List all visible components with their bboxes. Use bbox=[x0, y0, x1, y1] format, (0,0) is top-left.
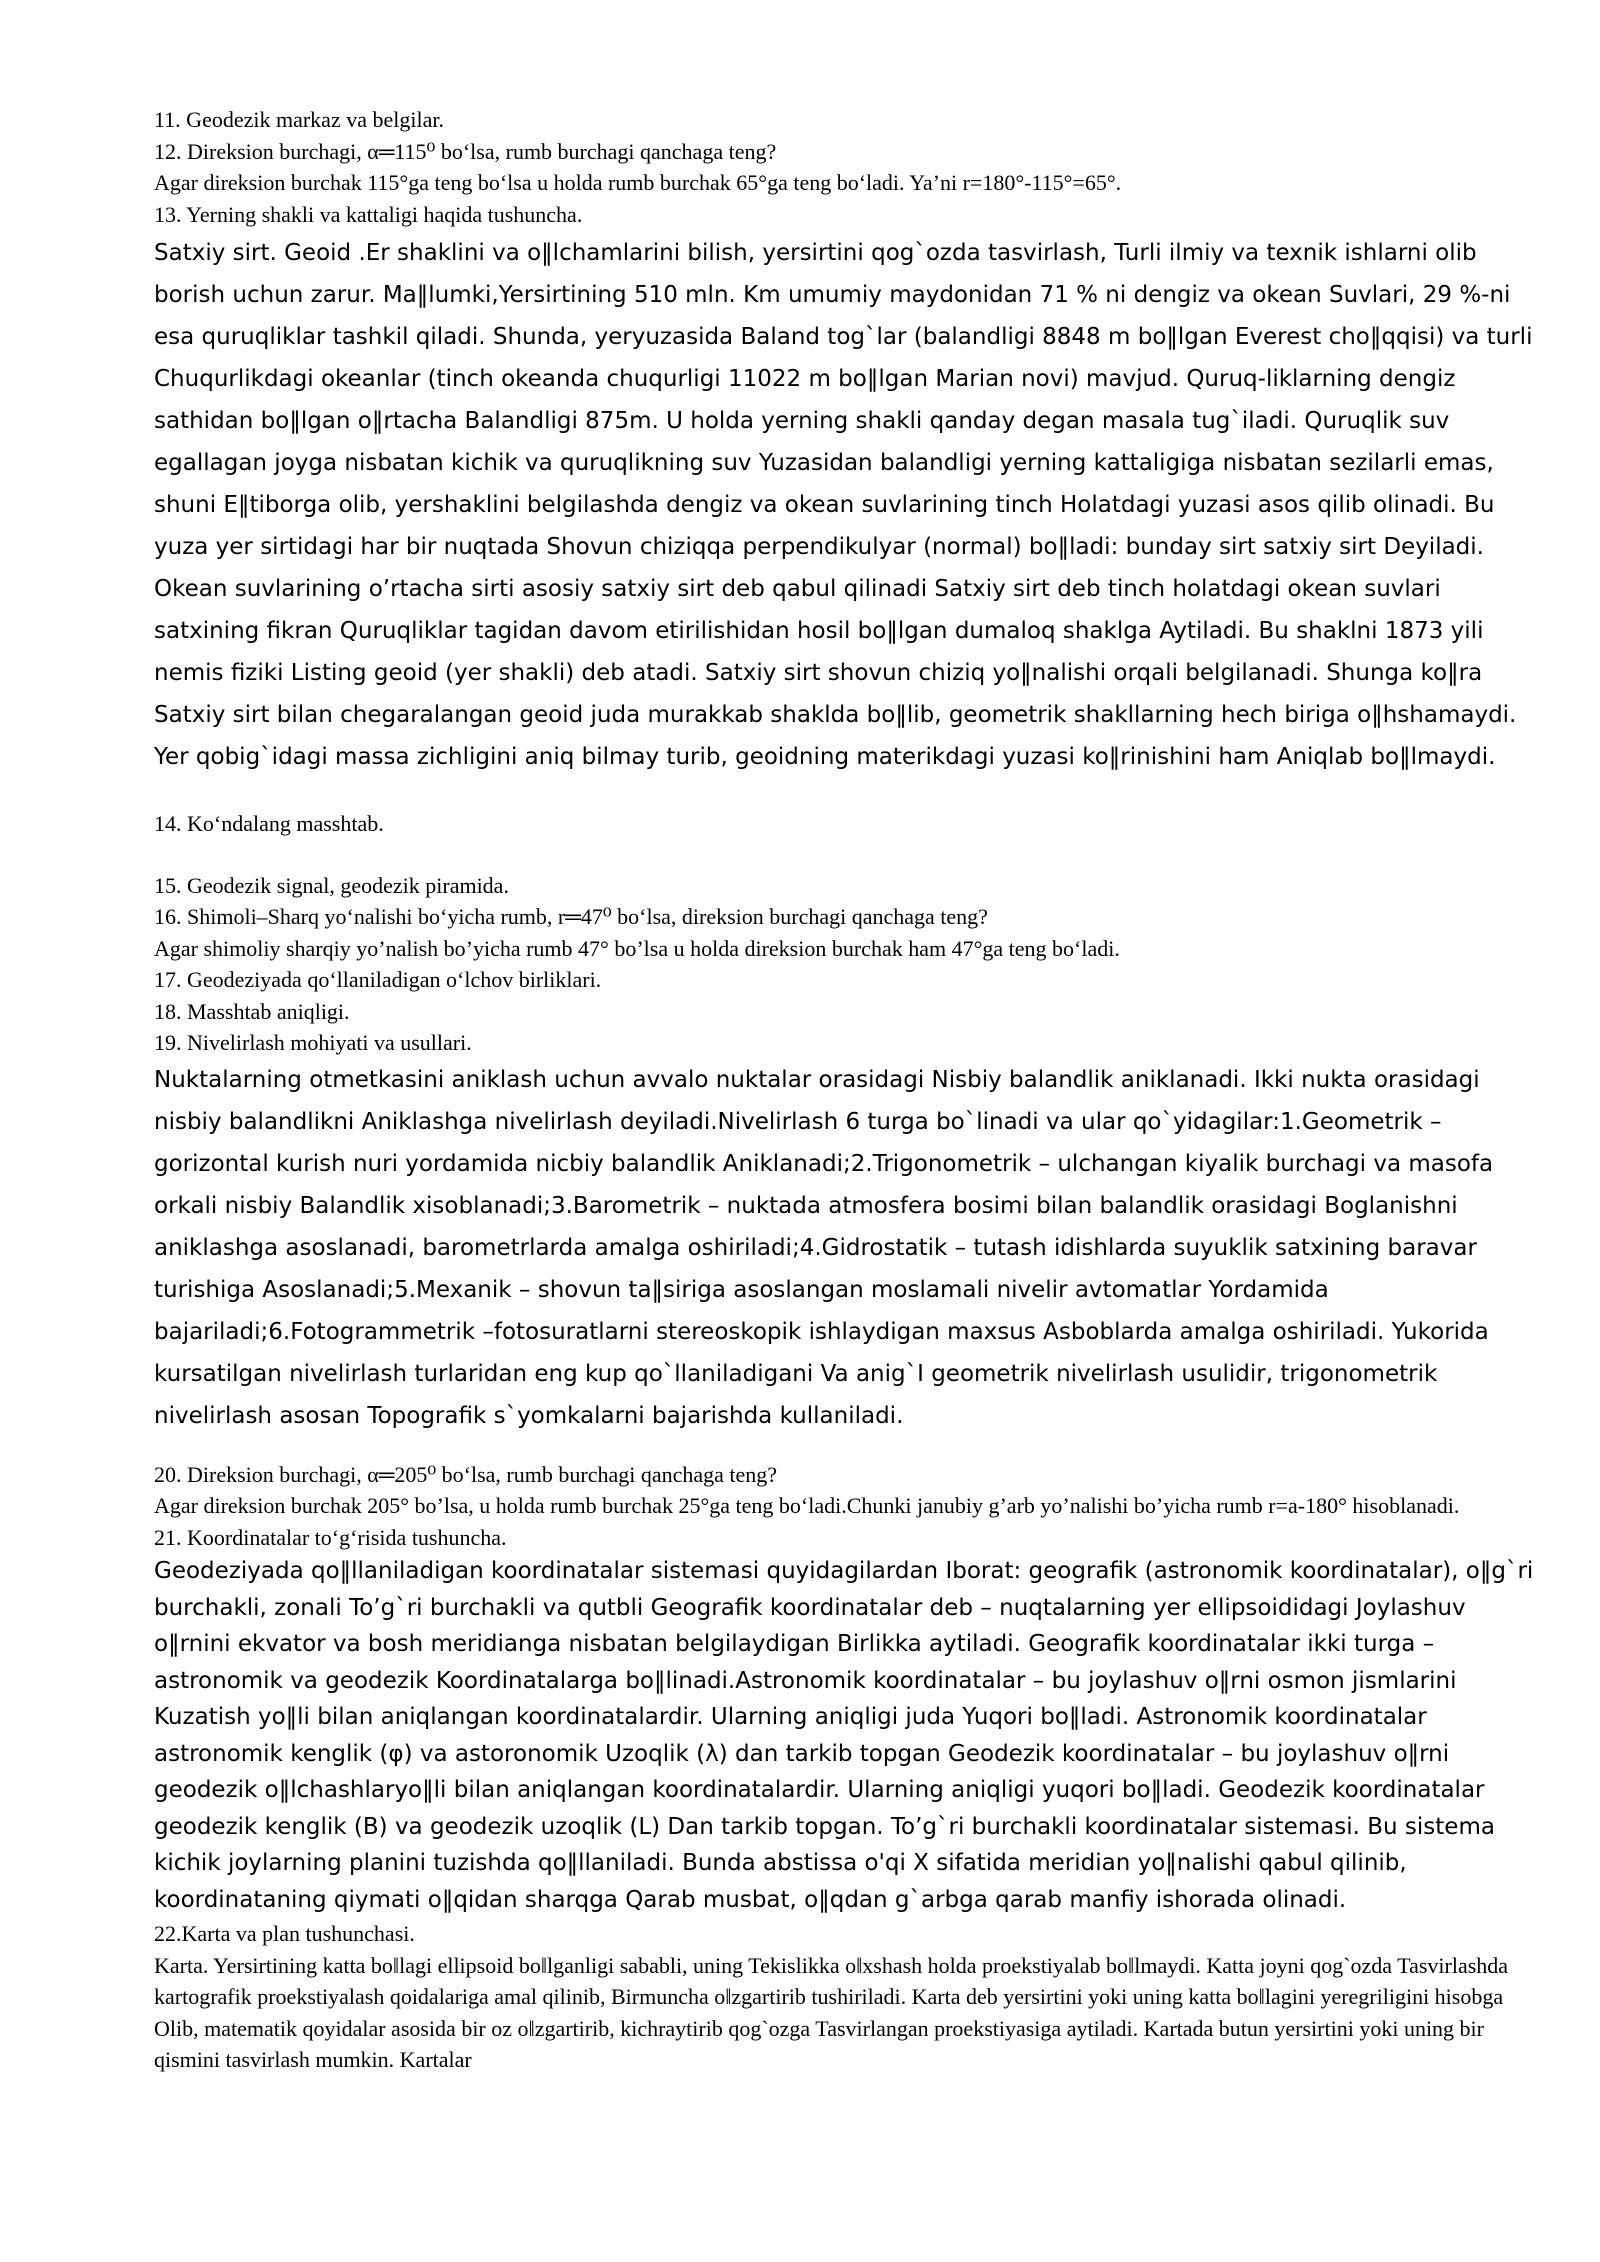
answer-16: Agar shimoliy sharqiy yo’nalish bo’yicha rumb 47° bo’lsa u holda direksion burchak ham 47°ga teng bo‘ladi. bbox=[154, 935, 1120, 961]
question-22: 22.Karta va plan tushunchasi. bbox=[154, 1921, 415, 1946]
answer-13: Satxiy sirt. Geoid .Er shaklini va o‖lchamlarini bilish, yersirtini qog`ozda tasvirlash, Turli ilmiy va texnik ishlarni olib borish uchun zarur. Ma‖lumki,Yersirtining 510 mln. Km umumiy maydonidan 71 % ni dengiz va okean Suvlari, 29 %-ni esa quruqliklar tashkil qiladi. Shunda, yeryuzasida Baland tog`lar (balandligi 8848 m bo‖lgan Everest cho‖qqisi) va turli Chuqurlikdagi okeanlar (tinch okeanda chuqurligi 11022 m bo‖lgan Marian novi) mavjud. Quruq-liklarning dengiz sathidan bo‖lgan o‖rtacha Balandligi 875m. U holda yerning shakli qanday degan masala tug`iladi. Quruqlik suv egallagan joyga nisbatan kichik va quruqlikning suv Yuzasidan balandligi yerning kattaligiga nisbatan sezilarli emas, shuni E‖tiborga olib, yershaklini belgilashda dengiz va okean suvlarining tinch Holatdagi yuzasi asos qilib olinadi. Bu yuza yer sirtidagi har bir nuqtada Shovun chiziqqa perpendikulyar (normal) bo‖ladi: bunday sirt satxiy sirt Deyiladi. Okean suvlarining o’rtacha sirti asosiy satxiy sirt deb qabul qilinadi Satxiy sirt deb tinch holatdagi okean suvlari satxining fikran Quruqliklar tagidan davom etirilishidan hosil bo‖lgan dumaloq shaklga Aytiladi. Bu shaklni 1873 yili nemis fiziki Listing geoid (yer shakli) deb atadi. Satxiy sirt shovun chiziq yo‖nalishi orqali belgilanadi. Shunga ko‖ra Satxiy sirt bilan chegaralangan geoid juda murakkab shaklda bo‖lib, geometrik shakllarning hech biriga o‖hshamaydi. Yer qobig`idagi massa zichligini aniq bilmay turib, geoidning materikdagi yuzasi ko‖rinishini ham Aniqlab bo‖lmaydi. bbox=[154, 240, 1533, 770]
answer-20: Agar direksion burchak 205° bo’lsa, u holda rumb burchak 25°ga teng bo‘ladi.Chunki janubiy g’arb yo’nalishi bo’yicha rumb r=a-180° hisoblanadi. bbox=[154, 1493, 1460, 1518]
spacer bbox=[154, 778, 1534, 808]
answer-19: Nuktalarning otmetkasini aniklash uchun avvalo nuktalar orasidagi Nisbiy balandlik aniklanadi. Ikki nukta orasidagi nisbiy balandlikni Aniklashga nivelirlash deyiladi.Nivelirlash 6 turga bo`linadi va ular qo`yidagilar:1.Geometrik – gorizontal kurish nuri yordamida nicbiy balandlik Aniklanadi;2.Trigonometrik – ulchangan kiyalik burchagi va masofa orkali nisbiy Balandlik xisoblanadi;3.Barometrik – nuktada atmosfera bosimi bilan balandlik orasidagi Boglanishni aniklashga asoslanadi, barometrlarda amalga oshiriladi;4.Gidrostatik – tutash idishlarda suyuklik satxining baravar turishiga Asoslanadi;5.Mexanik – shovun ta‖siriga asoslangan moslamali nivelir avtomatlar Yordamida bajariladi;6.Fotogrammetrik –fotosuratlarni stereoskopik ishlaydigan maxsus Asboblarda amalga oshiriladi. Yukorida kursatilgan nivelirlash turlaridan eng kup qo`llaniladigani Va anig`I geometrik nivelirlash usulidir, trigonometrik nivelirlash asosan Topografik s`yomkalarni bajarishda kullaniladi. bbox=[154, 1066, 1494, 1429]
document-page bbox=[154, 104, 1534, 2076]
question-15: 15. Geodezik signal, geodezik piramida. bbox=[154, 872, 509, 898]
question-21: 21. Koordinatalar to‘g‘risida tushuncha. bbox=[154, 1524, 507, 1550]
answer-22: Karta. Yersirtining katta bo‖lagi ellipsoid bo‖lganligi sababli, uning Tekislikka o‖xshash holda proekstiyalab bo‖lmaydi. Katta joyni qog`ozda Tasvirlashda kartografik proekstiyalash qoidalariga amal qilinib, Birmuncha o‖zgartirib tushiriladi. Karta deb yersirtini yoki uning katta bo‖lagini yeregriligini hisobga Olib, matematik qoyidalar asosida bir oz o‖zgartirib, kichraytirib qog`ozga Tasvirlangan proekstiyasiga aytiladi. Kartada butun yersirtini yoki uning bir qismini tasvirlash mumkin. Kartalar bbox=[154, 1952, 1509, 2072]
question-14: 14. Ko‘ndalang masshtab. bbox=[154, 811, 384, 836]
question-12: 12. Direksion burchagi, α═115⁰ bo‘lsa, rumb burchagi qanchaga teng? bbox=[154, 138, 777, 164]
spacer bbox=[154, 840, 1534, 870]
spacer bbox=[154, 1437, 1534, 1459]
question-13: 13. Yerning shakli va kattaligi haqida tushuncha. bbox=[154, 201, 583, 227]
question-16: 16. Shimoli–Sharq yo‘nalishi bo‘yicha rumb, r═47⁰ bo‘lsa, direksion burchagi qanchaga teng? bbox=[154, 904, 988, 929]
question-18: 18. Masshtab aniqligi. bbox=[154, 998, 350, 1024]
answer-21: Geodeziyada qo‖llaniladigan koordinatalar sistemasi quyidagilardan Iborat: geografik (astronomik koordinatalar), o‖g`ri burchakli, zonali To’g`ri burchakli va qutbli Geografik koordinatalar deb – nuqtalarning yer ellipsoididagi Joylashuv o‖rnini ekvator va bosh meridianga nisbatan belgilaydigan Birlikka aytiladi. Geografik koordinatalar ikki turga – astronomik va geodezik Koordinatalarga bo‖linadi.Astronomik koordinatalar – bu joylashuv o‖rni osmon jismlarini Kuzatish yo‖li bilan aniqlangan koordinatalardir. Ularning aniqligi juda Yuqori bo‖ladi. Astronomik koordinatalar astronomik kenglik (φ) va astoronomik Uzoqlik (λ) dan tarkib topgan Geodezik koordinatalar – bu joylashuv o‖rni geodezik o‖lchashlaryo‖li bilan aniqlangan koordinatalardir. Ularning aniqligi yuqori bo‖ladi. Geodezik koordinatalar geodezik kenglik (B) va geodezik uzoqlik (L) Dan tarkib topgan. To’g`ri burchakli koordinatalar sistemasi. Bu sistema kichik joylarning planini tuzishda qo‖llaniladi. Bunda abstissa o'qi X sifatida meridian yo‖nalishi qabul qilinib, koordinataning qiymati o‖qidan sharqga Qarab musbat, o‖qdan g`arbga qarab manfiy ishorada olinadi. bbox=[154, 1558, 1534, 1913]
question-11: 11. Geodezik markaz va belgilar. bbox=[154, 107, 444, 132]
answer-12: Agar direksion burchak 115°ga teng bo‘lsa u holda rumb burchak 65°ga teng bo‘ladi. Ya’ni r=180°-115°=65°. bbox=[154, 170, 1122, 195]
question-17: 17. Geodeziyada qo‘llaniladigan o‘lchov birliklari. bbox=[154, 967, 602, 992]
question-20: 20. Direksion burchagi, α═205⁰ bo‘lsa, rumb burchagi qanchaga teng? bbox=[154, 1461, 778, 1487]
question-19: 19. Nivelirlash mohiyati va usullari. bbox=[154, 1030, 472, 1055]
